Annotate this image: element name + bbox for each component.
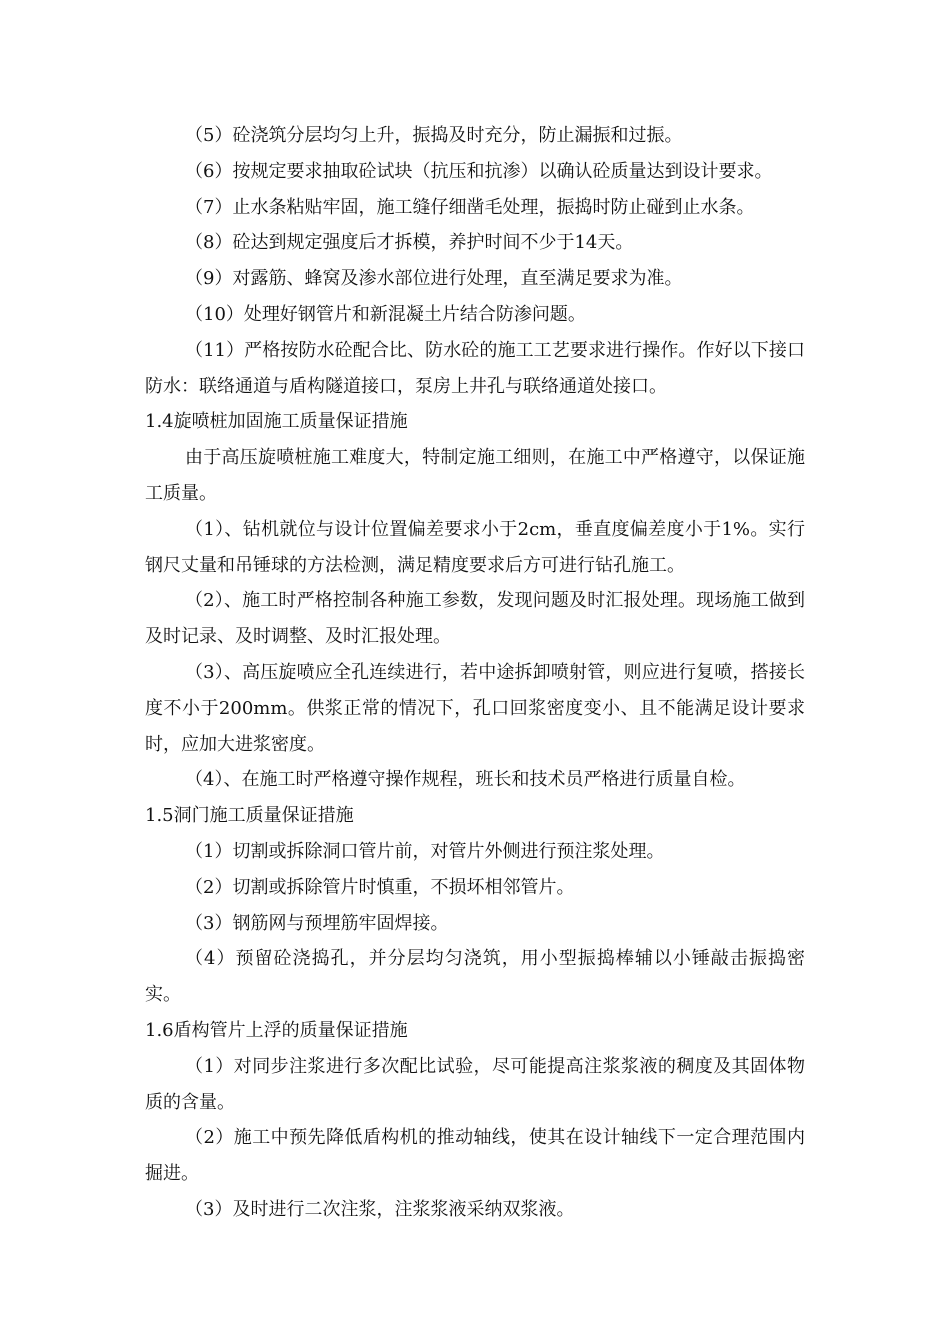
paragraph-1-6-item-2: （2）施工中预先降低盾构机的推动轴线，使其在设计轴线下一定合理范围内掘进。 — [145, 1127, 805, 1185]
paragraph-1-6-item-1: （1）对同步注浆进行多次配比试验，尽可能提高注浆浆液的稠度及其固体物质的含量。 — [145, 1055, 805, 1113]
document-body — [145, 118, 805, 1228]
paragraph-1-5-item-4: （4）预留砼浇捣孔，并分层均匀浇筑，用小型振捣棒辅以小锤敲击振捣密实。 — [145, 948, 805, 1006]
paragraph-item-6: （6）按规定要求抽取砼试块（抗压和抗渗）以确认砼质量达到设计要求。 — [185, 160, 773, 182]
section-heading-1-5: 1.5洞门施工质量保证措施 — [145, 805, 354, 827]
paragraph-item-11: （11）严格按防水砼配合比、防水砼的施工工艺要求进行操作。作好以下接口防水：联络通道与盾构隧道接口，泵房上井孔与联络通道处接口。 — [145, 339, 805, 397]
paragraph-item-7: （7）止水条粘贴牢固，施工缝仔细凿毛处理，振捣时防止碰到止水条。 — [185, 196, 755, 218]
paragraph-1-4-item-4: （4）、在施工时严格遵守操作规程，班长和技术员严格进行质量自检。 — [185, 769, 746, 791]
paragraph-intro-1-4: 由于高压旋喷桩施工难度大，特制定施工细则，在施工中严格遵守，以保证施工质量。 — [145, 447, 805, 504]
paragraph-item-10: （10）处理好钢管片和新混凝土片结合防渗问题。 — [185, 303, 586, 325]
paragraph-item-9: （9）对露筋、蜂窝及渗水部位进行处理，直至满足要求为准。 — [185, 268, 683, 290]
paragraph-1-5-item-3: （3）钢筋网与预埋筋牢固焊接。 — [185, 912, 449, 934]
section-heading-1-4: 1.4旋喷桩加固施工质量保证措施 — [145, 411, 408, 433]
paragraph-1-5-item-1: （1）切割或拆除洞口管片前，对管片外侧进行预注浆处理。 — [185, 840, 665, 862]
paragraph-item-8: （8）砼达到规定强度后才拆模，养护时间不少于14天。 — [185, 232, 634, 254]
paragraph-1-6-item-3: （3）及时进行二次注浆，注浆浆液采纳双浆液。 — [185, 1198, 575, 1220]
section-heading-1-6: 1.6盾构管片上浮的质量保证措施 — [145, 1019, 408, 1041]
paragraph-1-4-item-2: （2）、施工时严格控制各种施工参数，发现问题及时汇报处理。现场施工做到及时记录、及时调整、及时汇报处理。 — [145, 590, 805, 648]
paragraph-1-4-item-3: （3）、高压旋喷应全孔连续进行，若中途拆卸喷射管，则应进行复喷，搭接长度不小于200mm。供浆正常的情况下，孔口回浆密度变小、且不能满足设计要求时，应加大进浆密度。 — [145, 661, 805, 755]
paragraph-1-5-item-2: （2）切割或拆除管片时慎重，不损坏相邻管片。 — [185, 876, 575, 898]
paragraph-1-4-item-1: （1）、钻机就位与设计位置偏差要求小于2cm，垂直度偏差度小于1%。实行钢尺丈量和吊锤球的方法检测，满足精度要求后方可进行钻孔施工。 — [145, 518, 805, 576]
paragraph-item-5: （5）砼浇筑分层均匀上升，振捣及时充分，防止漏振和过振。 — [185, 125, 683, 146]
